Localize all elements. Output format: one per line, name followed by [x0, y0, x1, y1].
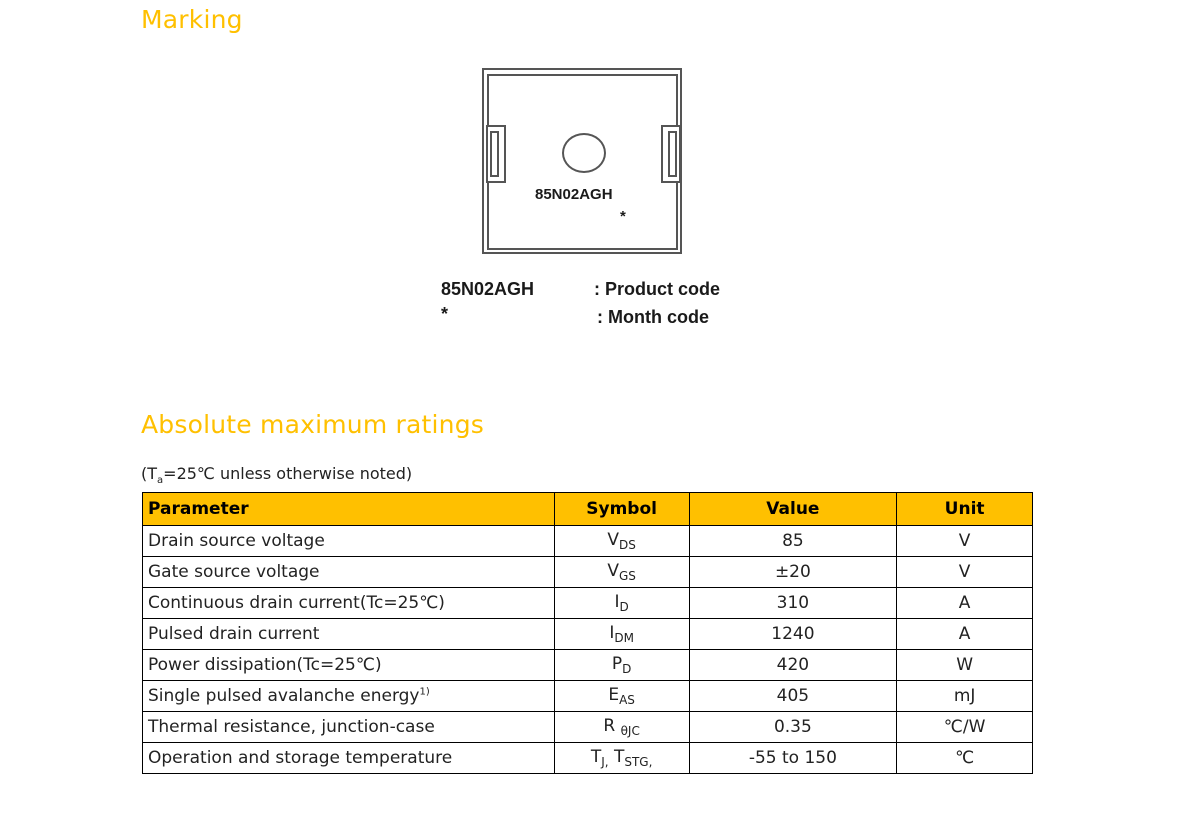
cell-parameter — [143, 650, 555, 681]
cell-value: 420 — [689, 650, 897, 681]
cell-parameter — [143, 712, 555, 743]
legend-code-product: 85N02AGH — [441, 279, 535, 299]
package-month-mark: * — [620, 208, 626, 225]
cell-value: 1240 — [689, 619, 897, 650]
legend-desc-month: : Month code — [597, 307, 709, 327]
cell-symbol — [554, 681, 689, 712]
cell-symbol — [554, 650, 689, 681]
cell-unit: ℃/W — [897, 712, 1033, 743]
symbol-subscript: D — [622, 662, 632, 676]
cell-unit: V — [897, 557, 1033, 588]
symbol-main-2: T — [608, 747, 625, 767]
symbol-subscript: AS — [619, 693, 635, 707]
table-row — [143, 588, 1033, 619]
symbol-main: R — [603, 716, 621, 736]
cell-symbol — [554, 526, 689, 557]
cell-parameter — [143, 743, 555, 774]
legend-desc-product: : Product code — [594, 279, 721, 299]
cell-unit: V — [897, 526, 1033, 557]
parameter-text: Continuous drain current(Tc=25℃) — [148, 593, 445, 613]
legend-code-month: * — [441, 304, 449, 324]
cell-unit: A — [897, 619, 1033, 650]
parameter-text: Drain source voltage — [148, 531, 325, 551]
cell-value: -55 to 150 — [689, 743, 897, 774]
table-row — [143, 619, 1033, 650]
cell-unit: W — [897, 650, 1033, 681]
cell-parameter — [143, 619, 555, 650]
cell-value: 85 — [689, 526, 897, 557]
cell-symbol — [554, 588, 689, 619]
col-header-unit: Unit — [897, 493, 1033, 526]
symbol-main: V — [607, 561, 619, 581]
cell-unit: ℃ — [897, 743, 1033, 774]
symbol-main: I — [614, 592, 620, 612]
cell-symbol — [554, 743, 689, 774]
table-row — [143, 557, 1033, 588]
col-header-parameter: Parameter — [143, 493, 555, 526]
cell-parameter — [143, 681, 555, 712]
ratings-heading: Absolute maximum ratings — [141, 410, 485, 439]
symbol-main: V — [607, 530, 620, 550]
symbol-subscript: DM — [614, 631, 634, 645]
symbol-subscript-2: STG, — [624, 755, 653, 769]
col-header-symbol: Symbol — [554, 493, 689, 526]
parameter-text: Operation and storage temperature — [148, 748, 453, 768]
symbol-main: I — [609, 623, 615, 643]
pin1-indicator-circle — [562, 133, 606, 173]
cell-parameter — [143, 557, 555, 588]
cell-parameter — [143, 526, 555, 557]
symbol-subscript: DS — [619, 538, 636, 552]
cell-value: ±20 — [689, 557, 897, 588]
marking-heading: Marking — [141, 5, 243, 34]
table-row — [143, 526, 1033, 557]
parameter-text: Power dissipation(Tc=25℃) — [148, 655, 382, 675]
table-row — [143, 743, 1033, 774]
parameter-text: Gate source voltage — [148, 562, 320, 582]
cell-unit: A — [897, 588, 1033, 619]
left-terminal-pad — [486, 125, 506, 183]
cell-symbol — [554, 619, 689, 650]
parameter-footnote: 1) — [419, 686, 430, 698]
cell-value: 405 — [689, 681, 897, 712]
ratings-note: ($T_a=25℃$ unless otherwise noted) — [141, 464, 413, 487]
cell-parameter — [143, 588, 555, 619]
cell-value: 0.35 — [689, 712, 897, 743]
symbol-main: T — [590, 747, 602, 767]
table-row — [143, 681, 1033, 712]
symbol-subscript: J, — [601, 755, 609, 769]
package-product-code: 85N02AGH — [535, 186, 613, 203]
symbol-main: P — [611, 654, 623, 674]
parameter-text: Single pulsed avalanche energy — [148, 686, 420, 706]
col-header-value: Value — [689, 493, 897, 526]
table-header-row — [143, 493, 1033, 526]
symbol-subscript: θJC — [620, 724, 640, 738]
cell-symbol — [554, 557, 689, 588]
cell-symbol — [554, 712, 689, 743]
cell-unit: mJ — [897, 681, 1033, 712]
parameter-text: Thermal resistance, junction-case — [148, 717, 435, 737]
parameter-text: Pulsed drain current — [148, 624, 320, 644]
symbol-subscript: GS — [618, 569, 636, 583]
symbol-main: E — [608, 685, 620, 705]
ratings-table — [142, 492, 1033, 774]
table-row — [143, 650, 1033, 681]
cell-value: 310 — [689, 588, 897, 619]
symbol-subscript: D — [619, 600, 629, 614]
right-terminal-pad — [661, 125, 681, 183]
table-row — [143, 712, 1033, 743]
